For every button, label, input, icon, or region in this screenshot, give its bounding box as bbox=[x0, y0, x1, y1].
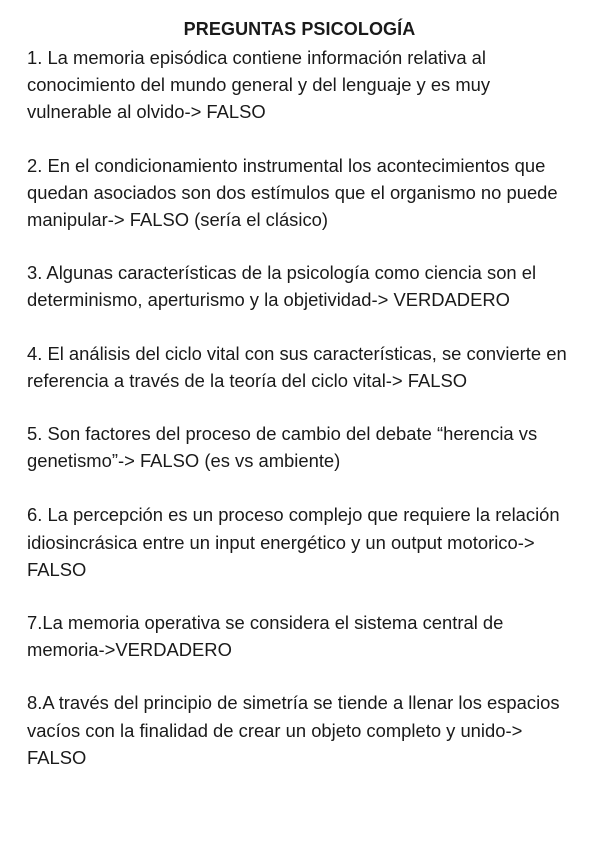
question-2: 2. En el condicionamiento instrumental los acontecimientos que quedan asociados son dos estímulos que el organismo no puede manipular-> FALSO (sería el clásico) bbox=[27, 154, 558, 231]
spacer bbox=[27, 126, 572, 152]
spacer bbox=[27, 474, 572, 501]
spacer bbox=[27, 583, 572, 609]
question-4: 4. El análisis del ciclo vital con sus características, se convierte en referencia a través de la teoría del ciclo vital-> FALSO bbox=[27, 342, 567, 391]
question-1: 1. La memoria episódica contiene información relativa al conocimiento del mundo general y del lenguaje y es muy vulnerable al olvido-> FALSO bbox=[27, 47, 491, 123]
spacer bbox=[27, 314, 572, 340]
question-6: 6. La percepción es un proceso complejo que requiere la relación idiosincrásica entre un input energético y un output motorico-> FALSO bbox=[27, 504, 560, 580]
question-8: 8.A través del principio de simetría se tiende a llenar los espacios vacíos con la finalidad de crear un objeto completo y unido-> FALSO bbox=[27, 692, 560, 768]
question-7: 7.La memoria operativa se considera el sistema central de memoria->VERDADERO bbox=[27, 612, 504, 661]
question-5: 5. Son factores del proceso de cambio del debate “herencia vs genetismo”-> FALSO (es vs ambiente) bbox=[27, 423, 538, 472]
spacer bbox=[27, 663, 572, 689]
spacer bbox=[27, 233, 572, 259]
document-title: PREGUNTAS PSICOLOGÍA bbox=[183, 19, 416, 39]
question-3: 3. Algunas características de la psicología como ciencia son el determinismo, aperturismo y la objetividad-> VERDADERO bbox=[27, 262, 537, 311]
spacer bbox=[27, 394, 572, 420]
